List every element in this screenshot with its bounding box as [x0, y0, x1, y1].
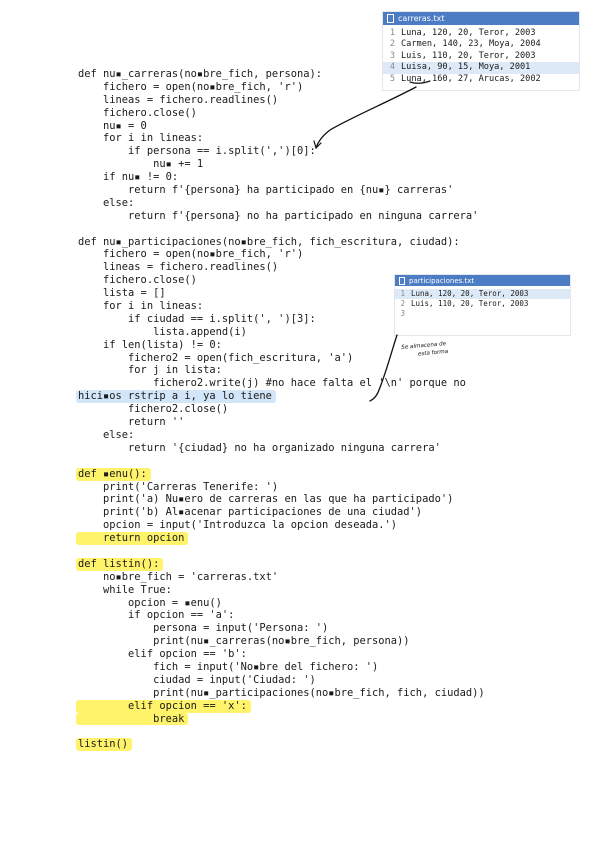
code-text: no▪bre_fich = 'carreras.txt': [78, 570, 279, 583]
code-text: print(nu▪_participaciones(no▪bre_fich, fich, ciudad)): [78, 686, 485, 699]
code-text: nu▪ += 1: [78, 158, 204, 171]
line-text: Carmen, 140, 23, Moya, 2004: [401, 39, 541, 50]
code-text: fichero2.close(): [78, 403, 229, 416]
code-text: fichero = open(no▪bre_fich, 'r'): [78, 80, 304, 93]
code-text: for i in lineas:: [78, 300, 204, 313]
code-text: fichero2 = open(fich_escritura, 'a'): [78, 351, 354, 364]
code-text: if opcion == 'a':: [78, 609, 235, 622]
code-text: return f'{persona} no ha participado en ninguna carrera': [78, 209, 479, 222]
code-text: nu▪ = 0: [78, 119, 147, 132]
code-text: def ▪enu():: [76, 468, 151, 481]
code-text: print('a) Nu▪ero de carreras en las que ha participado'): [78, 493, 454, 506]
code-text: return '{ciudad} no ha organizado ninguna carrera': [78, 441, 441, 454]
code-text: ciudad = input('Ciudad: '): [78, 673, 316, 686]
code-text: lista = []: [78, 287, 166, 300]
line-number: 3: [389, 50, 395, 61]
code-text: print(nu▪_carreras(no▪bre_fich, persona)): [78, 635, 410, 648]
code-text: return f'{persona} ha participado en {nu▪} carreras': [78, 184, 454, 197]
line-text: Luna, 120, 20, Teror, 2003: [411, 289, 529, 298]
handwritten-note-line1: Se almacena de: [401, 341, 447, 351]
code-text: elif opcion == 'b':: [78, 648, 247, 661]
participaciones-panel-title: participaciones.txt: [409, 276, 475, 285]
line-text: Luis, 110, 20, Teror, 2003: [401, 50, 536, 61]
code-text: def nu▪_participaciones(no▪bre_fich, fich_escritura, ciudad):: [78, 235, 460, 248]
code-text: else:: [78, 428, 135, 441]
stroke-to-write-line: [370, 335, 397, 401]
line-number: 2: [400, 299, 405, 308]
code-text: lineas = fichero.readlines(): [78, 93, 279, 106]
code-text: elif opcion == 'x':: [76, 700, 251, 713]
code-text: fich = input('No▪bre del fichero: '): [78, 660, 379, 673]
line-text: Luis, 110, 20, Teror, 2003: [411, 299, 529, 308]
code-text: break: [76, 713, 188, 726]
code-text: return opcion: [76, 532, 188, 545]
line-text: Luna, 160, 27, Arucas, 2002: [401, 73, 541, 84]
code-text: return '': [78, 416, 185, 429]
code-text: print('Carreras Tenerife: '): [78, 480, 279, 493]
code-text: fichero2.write(j) #no hace falta el '\n' porque no: [78, 377, 466, 390]
code-text: listin(): [76, 738, 132, 751]
code-text: print('b) Al▪acenar participaciones de una ciudad'): [78, 506, 423, 519]
line-number: 5: [389, 73, 395, 84]
code-text: for j in lista:: [78, 364, 222, 377]
code-text: if ciudad == i.split(', ')[3]:: [78, 312, 316, 325]
handwritten-note-line2: esta forma: [417, 348, 449, 358]
line-number: 1: [400, 289, 405, 298]
line-text: Luna, 120, 20, Teror, 2003: [401, 28, 536, 38]
code-text: if len(lista) != 0:: [78, 338, 222, 351]
code-text: for i in lineas:: [78, 132, 204, 145]
code-text: else:: [78, 196, 135, 209]
arrow-to-split-line: [316, 87, 416, 148]
code-text: opcion = input('Introduzca la opcion deseada.'): [78, 519, 398, 532]
code-text: lista.append(i): [78, 325, 247, 338]
code-text: if nu▪ != 0:: [78, 171, 179, 184]
code-text: fichero.close(): [78, 274, 197, 287]
line-number: 4: [389, 62, 395, 73]
line-text: Luisa, 90, 15, Moya, 2001: [401, 62, 531, 73]
line-number: 3: [400, 309, 405, 318]
code-text: fichero = open(no▪bre_fich, 'r'): [78, 248, 304, 261]
code-text: while True:: [78, 583, 172, 596]
line-number: 1: [389, 28, 395, 38]
code-text: opcion = ▪enu(): [78, 596, 222, 609]
code-text: lineas = fichero.readlines(): [78, 261, 279, 274]
code-text: if persona == i.split(',')[0]:: [78, 145, 316, 158]
code-text: fichero.close(): [78, 106, 197, 119]
code-text: persona = input('Persona: '): [78, 622, 329, 635]
line-number: 2: [389, 39, 395, 50]
code-text: def nu▪_carreras(no▪bre_fich, persona):: [78, 68, 322, 80]
underline-mark: [410, 81, 430, 83]
carreras-panel-title: carreras.txt: [398, 14, 445, 23]
code-text: hici▪os rstrip a i, ya lo tiene: [76, 390, 276, 403]
code-text: def listin():: [76, 558, 163, 571]
